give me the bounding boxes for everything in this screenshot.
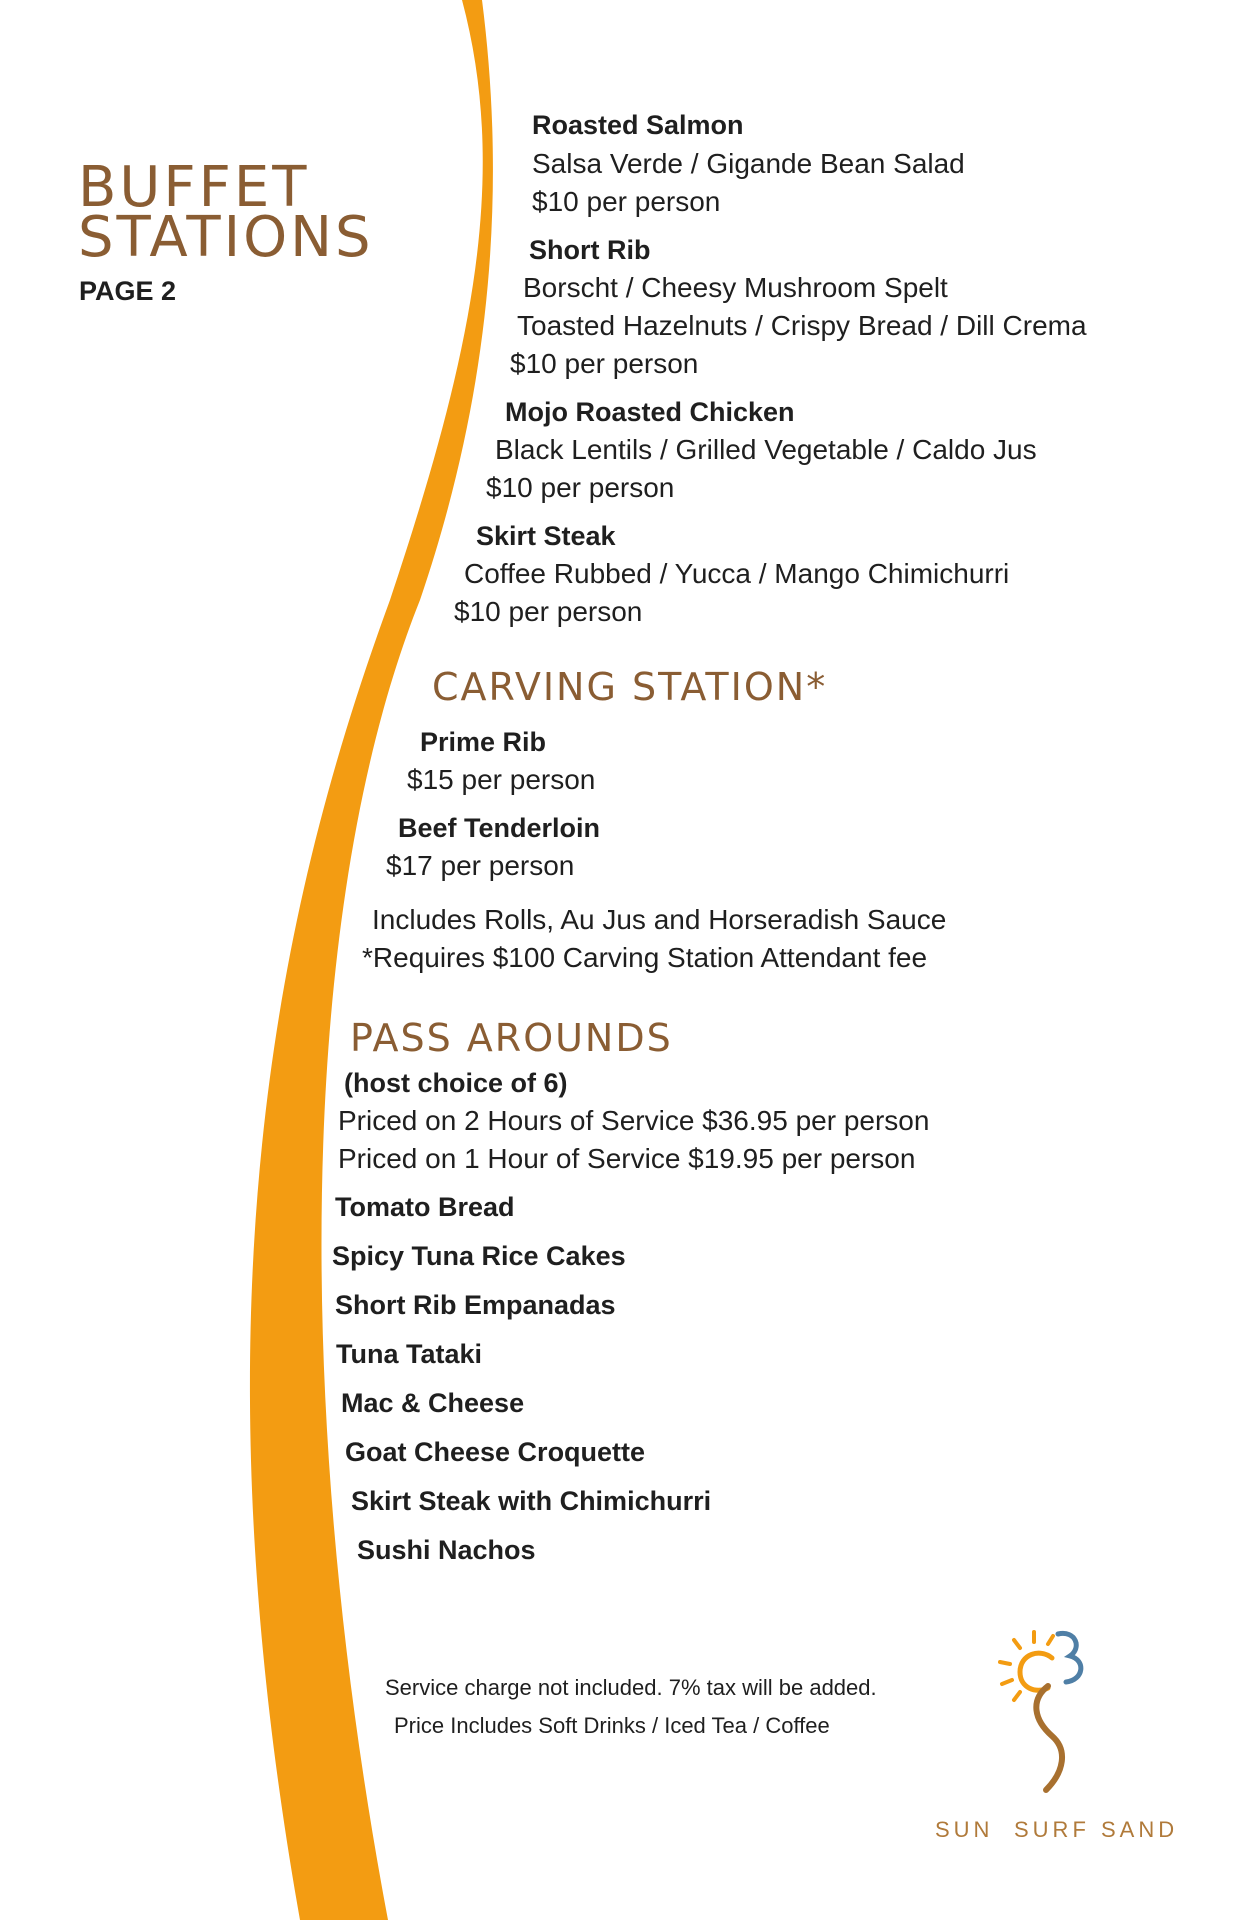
station-description: Coffee Rubbed / Yucca / Mango Chimichurri — [464, 558, 1010, 589]
service-charge-note: Service charge not included. 7% tax will be added. — [385, 1675, 877, 1700]
pass-around-item: Short Rib Empanadas — [335, 1290, 616, 1320]
station-name: Short Rib — [529, 235, 651, 265]
carving-item-name: Beef Tenderloin — [398, 813, 601, 843]
station-description: Salsa Verde / Gigande Bean Salad — [532, 148, 965, 179]
station-price: $10 per person — [510, 348, 699, 379]
title-line-2: STATIONS — [78, 205, 374, 270]
sun-surf-sand-logo-icon — [990, 1620, 1100, 1805]
pricing-line: Priced on 1 Hour of Service $19.95 per person — [338, 1143, 916, 1174]
pass-around-item: Tuna Tataki — [336, 1339, 483, 1369]
station-name: Mojo Roasted Chicken — [505, 397, 795, 427]
station-price: $10 per person — [532, 186, 721, 217]
station-description: Black Lentils / Grilled Vegetable / Caldo Jus — [495, 434, 1037, 465]
brand-word-surf: SURF — [1014, 1817, 1090, 1842]
carving-item-price: $15 per person — [407, 764, 596, 795]
pass-around-item: Sushi Nachos — [357, 1535, 536, 1565]
pass-around-item: Goat Cheese Croquette — [345, 1437, 646, 1467]
pass-arounds-title: PASS AROUNDS — [350, 1016, 673, 1060]
carving-item-price: $17 per person — [386, 850, 575, 881]
carving-attendant-note: *Requires $100 Carving Station Attendant fee — [362, 942, 928, 973]
station-description: Toasted Hazelnuts / Crispy Bread / Dill Crema — [517, 310, 1087, 341]
brand-word-sun: SUN — [935, 1817, 994, 1842]
carving-station-title: CARVING STATION* — [432, 665, 828, 709]
included-drinks-note: Price Includes Soft Drinks / Iced Tea / Coffee — [394, 1713, 830, 1738]
pass-around-item: Spicy Tuna Rice Cakes — [332, 1241, 626, 1271]
station-name: Roasted Salmon — [532, 110, 744, 140]
carving-note: Includes Rolls, Au Jus and Horseradish Sauce — [372, 904, 947, 935]
carving-item-name: Prime Rib — [420, 727, 547, 757]
station-price: $10 per person — [454, 596, 643, 627]
station-name: Skirt Steak — [476, 521, 616, 551]
pass-arounds-subtitle: (host choice of 6) — [344, 1068, 568, 1098]
pass-around-item: Mac & Cheese — [341, 1388, 525, 1418]
page-title — [78, 155, 374, 270]
pass-around-item: Skirt Steak with Chimichurri — [351, 1486, 712, 1516]
page-label: PAGE 2 — [79, 276, 177, 306]
pass-around-item: Tomato Bread — [335, 1192, 515, 1222]
pricing-line: Priced on 2 Hours of Service $36.95 per person — [338, 1105, 930, 1136]
brand-word-sand: SAND — [1101, 1817, 1179, 1842]
station-price: $10 per person — [486, 472, 675, 503]
station-description: Borscht / Cheesy Mushroom Spelt — [523, 272, 948, 303]
title-line-1: BUFFET — [78, 155, 310, 220]
